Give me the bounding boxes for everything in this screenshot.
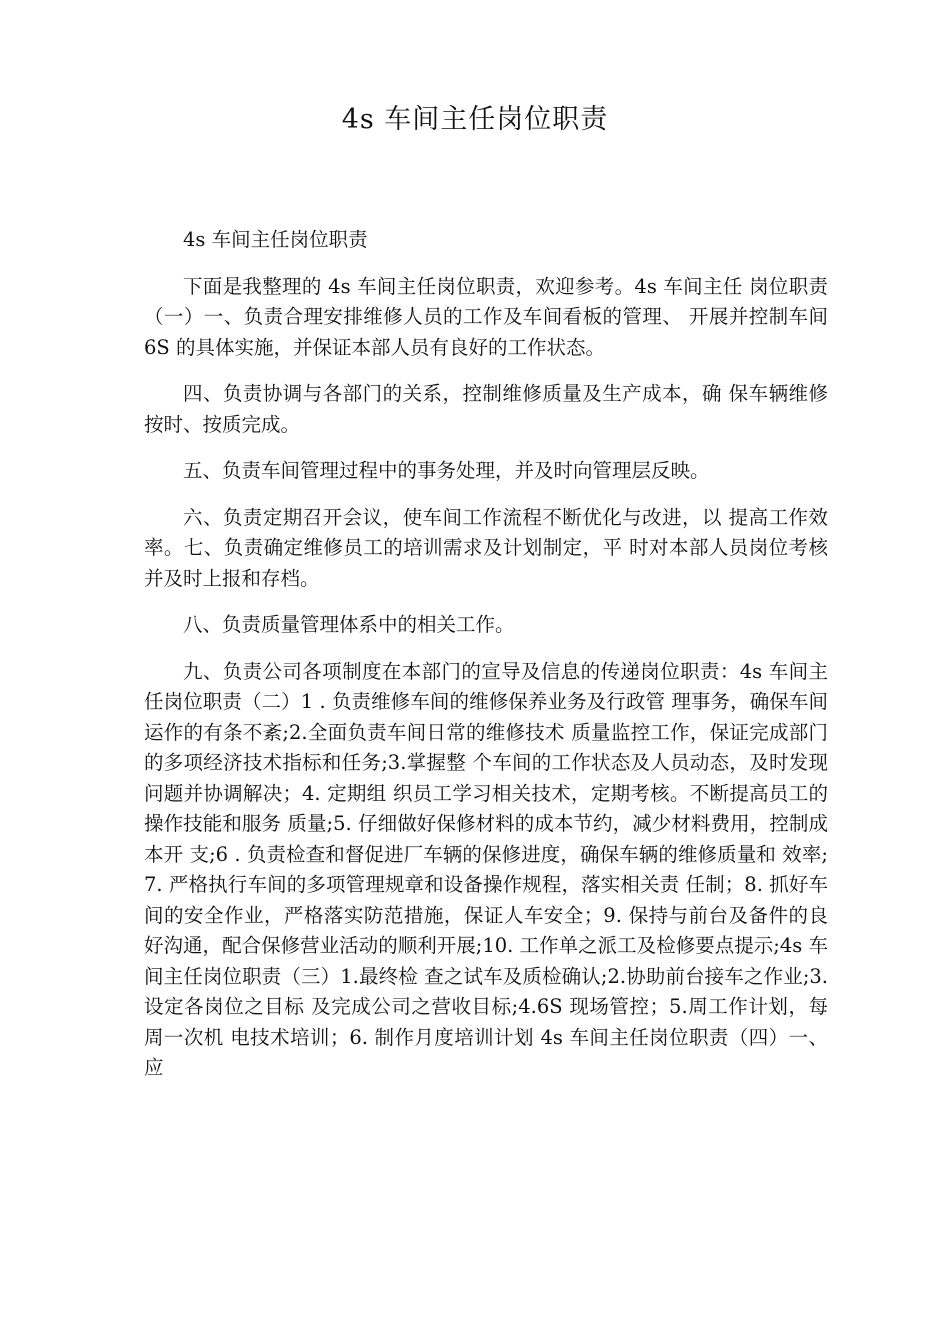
paragraph-item-5: 五、负责车间管理过程中的事务处理，并及时向管理层反映。 — [183, 459, 710, 482]
paragraph-item-8: 八、负责质量管理体系中的相关工作。 — [183, 613, 515, 636]
document-body — [144, 225, 828, 1100]
document-title: 4s 车间主任岗位职责 — [341, 104, 609, 135]
paragraph-item-9: 九、负责公司各项制度在本部门的宣导及信息的传递岗位职责：4s 车间主任岗位职责（二）1 . 负责维修车间的维修保养业务及行政管 理事务，确保车间运作的有条不紊;2.全面负责车间日常的维修技术 质量监控工作，保证完成部门的多项经济技术指标和任务;3.掌握整 个车间的工作状态及人员动态，及时发现问题并协调解决；4. 定期组 织员工学习相关技术，定期考核。不断提高员工的操作技能和服务 质量;5. 仔细做好保修材料的成本节约，减少材料费用，控制成本开 支;6 . 负责检查和督促进厂车辆的保修进度，确保车辆的维修质量和 效率;7. 严格执行车间的多项管理规章和设备操作规程，落实相关责 任制；8. 抓好车间的安全作业，严格落实防范措施，保证人车安全；9. 保持与前台及备件的良好沟通，配合保修营业活动的顺利开展;10. 工作单之派工及检修要点提示;4s 车间主任岗位职责（三）1.最终检 查之试车及质检确认;2.协助前台接车之作业;3.设定各岗位之目标 及完成公司之营收目标;4.6S 现场管控；5.周工作计划，每周一次机 电技术培训；6. 制作月度培训计划 4s 车间主任岗位职责（四）一、应 — [144, 659, 828, 1079]
paragraph-item-4: 四、负责协调与各部门的关系，控制维修质量及生产成本，确 保车辆维修按时、按质完成。 — [144, 382, 828, 436]
paragraph-heading: 4s 车间主任岗位职责 — [183, 228, 368, 251]
paragraph-item-6: 六、负责定期召开会议，使车间工作流程不断优化与改进，以 提高工作效率。七、负责确定维修员工的培训需求及计划制定，平 时对本部人员岗位考核并及时上报和存档。 — [144, 505, 828, 590]
paragraph-intro: 下面是我整理的 4s 车间主任岗位职责，欢迎参考。4s 车间主任 岗位职责（一）一、负责合理安排维修人员的工作及车间看板的管理、 开展并控制车间 6S 的具体实施，并保证本部人员有良好的工作状态。 — [144, 274, 828, 359]
